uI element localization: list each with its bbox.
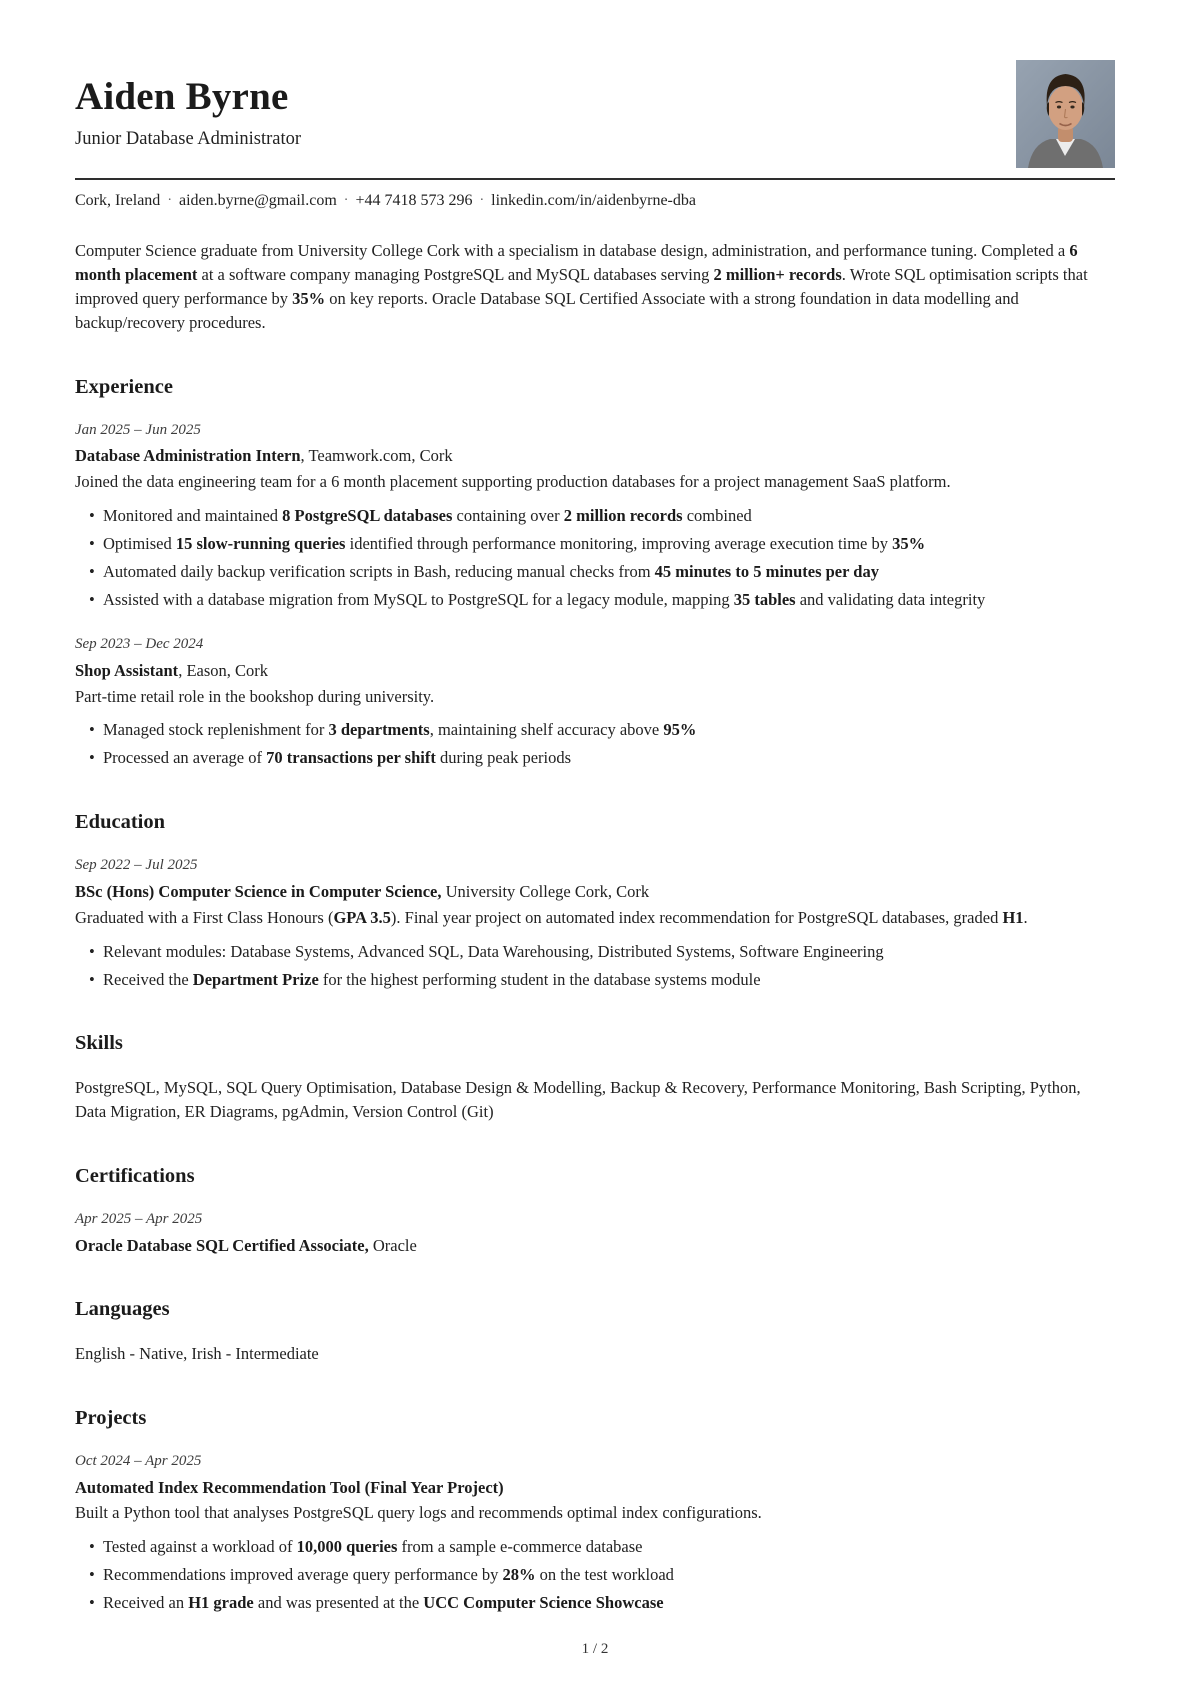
entry-description: Built a Python tool that analyses PostgreSQL query logs and recommends optimal index configurations.	[75, 1503, 762, 1523]
entry-description: Part-time retail role in the bookshop during university.	[75, 686, 435, 706]
entry-description: PostgreSQL, MySQL, SQL Query Optimisation, Database Design & Modelling, Backup & Recovery, Performance Monitoring, Bash Scripting, Python, Data Migration, ER Diagrams, pgAdmin, Version Control (Git)	[75, 1078, 1081, 1122]
header-divider	[75, 178, 1115, 180]
entry-bullets	[75, 718, 1115, 770]
bullet-item: • Recommendations improved average query performance by 28% on the test workload	[103, 1563, 1115, 1587]
entry	[75, 1076, 1115, 1124]
entry-description: English - Native, Irish - Intermediate	[75, 1344, 319, 1364]
section-education	[75, 808, 1115, 991]
section-projects	[75, 1404, 1115, 1615]
header-identity	[75, 60, 301, 153]
entry-date: Sep 2022 – Jul 2025	[75, 857, 198, 874]
headshot-illustration	[1016, 60, 1115, 168]
section-experience	[75, 373, 1115, 770]
entry-date: Oct 2024 – Apr 2025	[75, 1452, 202, 1469]
summary-paragraph: Computer Science graduate from University College Cork with a specialism in database design, administration, and performance tuning. Completed a 6 month placement at a software company managing PostgreSQL and MySQL databases serving 2 million+ records. Wrote SQL optimisation scripts that improved query performance by 35% on key reports. Oracle Database SQL Certified Associate with a strong foundation in data modelling and backup/recovery procedures.	[75, 241, 1088, 332]
contact-separator: ·	[167, 193, 172, 208]
entry	[75, 1209, 1115, 1258]
section-heading: Education	[75, 811, 165, 834]
entry	[75, 634, 1115, 770]
entry-bullets	[75, 504, 1115, 612]
section-certifications	[75, 1162, 1115, 1257]
resume-header	[75, 60, 1115, 168]
bullet-item: • Received the Department Prize for the highest performing student in the database systems module	[103, 968, 1115, 992]
entry-date: Sep 2023 – Dec 2024	[75, 635, 204, 652]
entry-title: Shop Assistant, Eason, Cork	[75, 660, 269, 680]
entry	[75, 1342, 1115, 1366]
profile-photo	[1016, 60, 1115, 168]
entry	[75, 420, 1115, 612]
contact-item: Cork, Ireland	[75, 192, 161, 209]
page-number: 1 / 2	[581, 1641, 609, 1658]
entry-title: Automated Index Recommendation Tool (Final Year Project)	[75, 1477, 504, 1497]
contact-item: +44 7418 573 296	[355, 192, 473, 209]
contact-separator: ·	[343, 193, 349, 208]
contact-item: aiden.byrne@gmail.com	[178, 192, 337, 209]
bullet-item: • Automated daily backup verification scripts in Bash, reducing manual checks from 45 minutes to 5 minutes per day	[103, 560, 1115, 584]
section-heading: Languages	[75, 1298, 170, 1321]
section-heading: Certifications	[75, 1165, 195, 1188]
contact-item: linkedin.com/in/aidenbyrne-dba	[491, 192, 696, 209]
section-languages	[75, 1295, 1115, 1366]
bullet-item: • Received an H1 grade and was presented at the UCC Computer Science Showcase	[103, 1591, 1115, 1615]
entry-description: Joined the data engineering team for a 6 month placement supporting production databases for a project management SaaS platform.	[75, 472, 951, 492]
entry	[75, 1451, 1115, 1615]
entry-date: Jan 2025 – Jun 2025	[75, 421, 201, 438]
bullet-item: • Processed an average of 70 transactions per shift during peak periods	[103, 746, 1115, 770]
bullet-item: • Managed stock replenishment for 3 departments, maintaining shelf accuracy above 95%	[103, 718, 1115, 742]
section-heading: Projects	[75, 1407, 147, 1430]
entry	[75, 855, 1115, 991]
entry-title: Oracle Database SQL Certified Associate, Oracle	[75, 1235, 417, 1255]
section-heading: Skills	[75, 1032, 123, 1055]
bullet-item: • Optimised 15 slow-running queries identified through performance monitoring, improving average execution time by 35%	[103, 532, 1115, 556]
entry-description: Graduated with a First Class Honours (GPA 3.5). Final year project on automated index recommendation for PostgreSQL databases, graded H1.	[75, 907, 1028, 927]
entry-title: Database Administration Intern, Teamwork.com, Cork	[75, 446, 453, 466]
section-heading: Experience	[75, 375, 173, 398]
bullet-item: • Tested against a workload of 10,000 queries from a sample e-commerce database	[103, 1535, 1115, 1559]
contact-separator: ·	[479, 193, 485, 208]
resume-sections	[75, 373, 1115, 1615]
bullet-item: • Relevant modules: Database Systems, Advanced SQL, Data Warehousing, Distributed Systems, Software Engineering	[103, 940, 1115, 964]
entry-date: Apr 2025 – Apr 2025	[75, 1210, 203, 1227]
section-skills	[75, 1029, 1115, 1124]
bullet-item: • Monitored and maintained 8 PostgreSQL databases containing over 2 million records combined	[103, 504, 1115, 528]
bullet-item: • Assisted with a database migration from MySQL to PostgreSQL for a legacy module, mapping 35 tables and validating data integrity	[103, 588, 1115, 612]
page-title: Aiden Byrne	[75, 75, 289, 118]
contact-line	[75, 189, 1115, 212]
job-title-subtitle: Junior Database Administrator	[75, 128, 302, 149]
entry-title: BSc (Hons) Computer Science in Computer Science, University College Cork, Cork	[75, 881, 650, 901]
entry-bullets	[75, 940, 1115, 992]
entry-bullets	[75, 1535, 1115, 1615]
